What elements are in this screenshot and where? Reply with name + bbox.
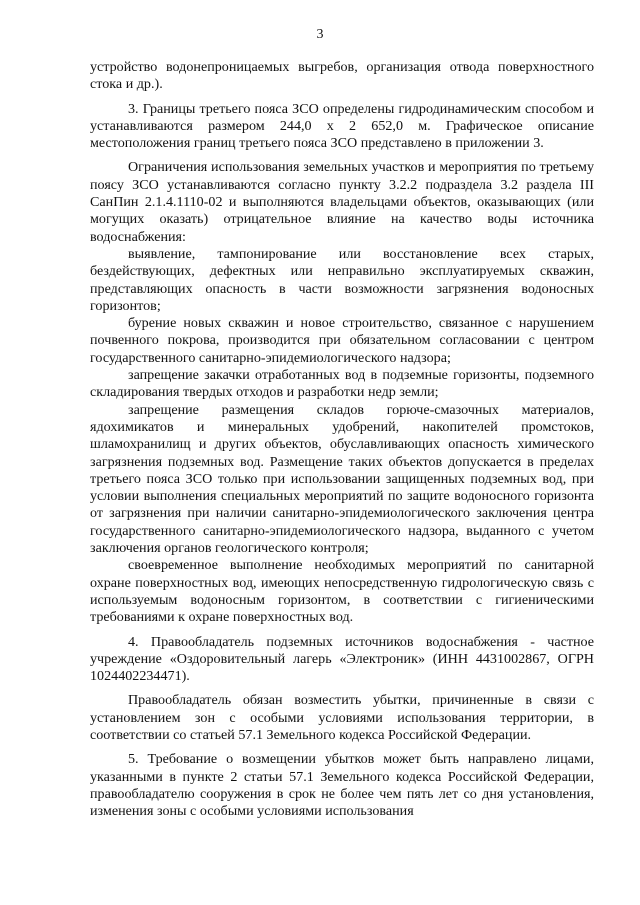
paragraph-restrictions-intro: Ограничения использования земельных участков и мероприятия по третьему поясу ЗСО устанавливаются согласно пункту 3.2.2 подраздела 3.2 раздела III СанПин 2.1.4.1110-02 и выполняются владельцами объектов, оказывающих (или могущих оказать) отрицательное влияние на качество воды источника водоснабжения: (90, 159, 594, 245)
paragraph-rights-holder: 4. Правообладатель подземных источников водоснабжения - частное учреждение «Оздоровительный лагерь «Электроник» (ИНН 4431002867, ОГРН 1024402234471). (90, 633, 594, 685)
paragraph-zso-boundaries: 3. Границы третьего пояса ЗСО определены гидродинамическим способом и устанавливаются размером 244,0 х 2 652,0 м. Графическое описание местоположения границ третьего пояса ЗСО представлено в приложении 3. (90, 100, 594, 152)
paragraph-compensation-claim: 5. Требование о возмещении убытков может быть направлено лицами, указанными в пункте 2 статьи 57.1 Земельного кодекса Российской Федерации, правообладателю сооружения в срок не более чем пять лет со дня установления, изменения зоны с особыми условиями использования (90, 751, 594, 820)
page-number: 3 (316, 27, 324, 42)
list-item-injection-ban: запрещение закачки отработанных вод в подземные горизонты, подземного складирования твердых отходов и разработки недр земли; (90, 367, 594, 401)
list-item-drilling: бурение новых скважин и новое строительство, связанное с нарушением почвенного покрова, производится при обязательном согласовании с центром государственного санитарно-эпидемиологического надзора; (90, 315, 594, 366)
paragraph-compensation-duty: Правообладатель обязан возместить убытки, причиненные в связи с установлением зон с особыми условиями использования территории, в соответствии со статьей 57.1 Земельного кодекса Российской Федерации. (90, 692, 594, 743)
paragraph-continuation: устройство водонепроницаемых выгребов, организация отвода поверхностного стока и др.). (90, 59, 594, 93)
list-item-storage-ban: запрещение размещения складов горюче-смазочных материалов, ядохимикатов и минеральных удобрений, накопителей промстоков, шламохранилищ и других объектов, обуславливающих опасность химического загрязнения подземных вод. Размещение таких объектов допускается в пределах третьего пояса ЗСО только при использовании защищенных подземных вод, при условии выполнения специальных мероприятий по защите водоносного горизонта от загрязнения при наличии санитарно-эпидемиологического заключения центра государственного санитарно-эпидемиологического надзора, выданного с учетом заключения органов геологического контроля; (90, 401, 594, 557)
document-body (90, 59, 594, 820)
list-item-surface-water: своевременное выполнение необходимых мероприятий по санитарной охране поверхностных вод, имеющих непосредственную гидрологическую связь с используемым водоносным горизонтом, в соответствии с гигиеническими требованиями к охране поверхностных вод. (90, 557, 594, 626)
list-item-wells: выявление, тампонирование или восстановление всех старых, бездействующих, дефектных или неправильно эксплуатируемых скважин, представляющих опасность в части возможности загрязнения водоносных горизонтов; (90, 245, 594, 314)
